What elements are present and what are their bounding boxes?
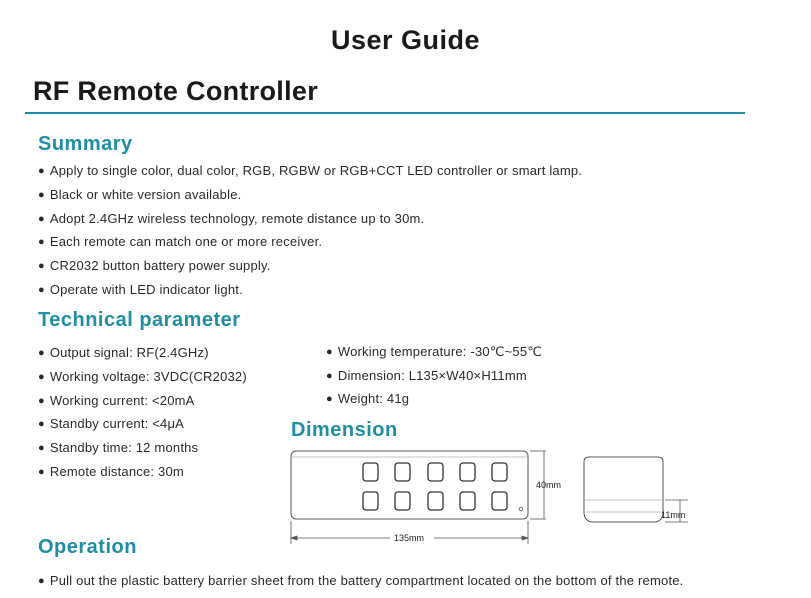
tech-param-item: ● Standby current: <4μA bbox=[38, 416, 185, 431]
operation-heading: Operation bbox=[38, 536, 137, 558]
bullet-icon: ● bbox=[38, 213, 45, 225]
tech-param-item: ● Remote distance: 30m bbox=[38, 464, 184, 479]
bullet-icon: ● bbox=[38, 371, 45, 383]
operation-item: ● Pull out the plastic battery barrier sheet from the battery compartment located on the bottom of the remote. bbox=[38, 573, 684, 588]
summary-item: ● Apply to single color, dual color, RGB, RGBW or RGB+CCT LED controller or smart lamp. bbox=[38, 163, 583, 178]
summary-item: ● Each remote can match one or more receiver. bbox=[38, 234, 323, 249]
thickness-label: 11mm bbox=[661, 510, 686, 520]
tech-param-item: ● Working current: <20mA bbox=[38, 393, 195, 408]
bullet-icon: ● bbox=[38, 418, 45, 430]
summary-heading: Summary bbox=[38, 133, 133, 155]
summary-item: ● Adopt 2.4GHz wireless technology, remote distance up to 30m. bbox=[38, 211, 425, 226]
title-divider bbox=[25, 112, 745, 114]
bullet-icon: ● bbox=[326, 370, 333, 382]
tech-param-item: ● Standby time: 12 months bbox=[38, 440, 199, 455]
bullet-icon: ● bbox=[38, 347, 45, 359]
tech-param-item: ● Working voltage: 3VDC(CR2032) bbox=[38, 369, 247, 384]
remote-side-view bbox=[584, 457, 663, 522]
technical-heading: Technical parameter bbox=[38, 309, 241, 331]
dimension-heading: Dimension bbox=[291, 419, 398, 441]
bullet-icon: ● bbox=[38, 395, 45, 407]
bullet-icon: ● bbox=[38, 442, 45, 454]
tech-param-item: ● Output signal: RF(2.4GHz) bbox=[38, 345, 209, 360]
dimension-drawing bbox=[280, 440, 700, 552]
bullet-icon: ● bbox=[38, 284, 45, 296]
document-title: User Guide bbox=[330, 25, 481, 55]
height-label: 40mm bbox=[536, 480, 562, 490]
bullet-icon: ● bbox=[38, 189, 45, 201]
tech-param-item: ● Dimension: L135×W40×H11mm bbox=[326, 368, 527, 383]
bullet-icon: ● bbox=[38, 575, 45, 587]
tech-param-item: ● Working temperature: -30℃~55℃ bbox=[326, 344, 543, 359]
summary-item: ● Black or white version available. bbox=[38, 187, 242, 202]
bullet-icon: ● bbox=[326, 393, 333, 405]
tech-param-item: ● Weight: 41g bbox=[326, 391, 410, 406]
width-label: 135mm bbox=[394, 533, 425, 543]
remote-front-view bbox=[291, 451, 528, 519]
summary-item: ● Operate with LED indicator light. bbox=[38, 282, 243, 297]
bullet-icon: ● bbox=[38, 260, 45, 272]
bullet-icon: ● bbox=[38, 466, 45, 478]
product-title: RF Remote Controller bbox=[33, 76, 319, 106]
bullet-icon: ● bbox=[326, 346, 333, 358]
bullet-icon: ● bbox=[38, 236, 45, 248]
bullet-icon: ● bbox=[38, 165, 45, 177]
summary-item: ● CR2032 button battery power supply. bbox=[38, 258, 271, 273]
